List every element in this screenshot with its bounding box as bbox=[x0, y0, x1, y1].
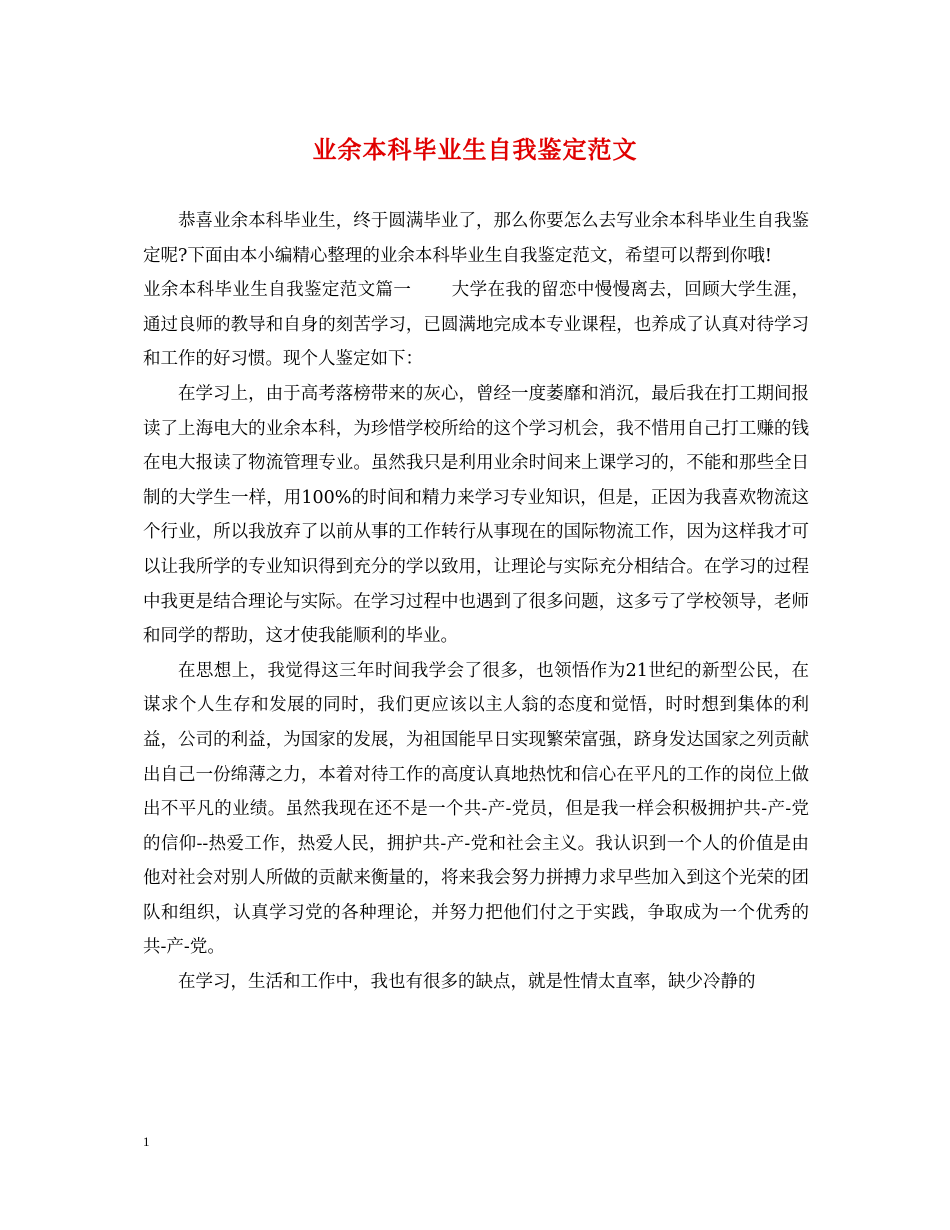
section-first-text: 大学在我的留恋中慢慢离去，回顾大学生涯，通过良师的教导和自身的刻苦学习，已圆满地完成本专业课程，也养成了认真对待学习和工作的好习惯。现个人鉴定如下： bbox=[143, 280, 810, 370]
page-number: 1 bbox=[143, 1134, 150, 1149]
document-title: 业余本科毕业生自我鉴定范文 bbox=[312, 135, 638, 164]
intro-paragraph: 恭喜业余本科毕业生，终于圆满毕业了，那么你要怎么去写业余本科毕业生自我鉴定呢?下面由本小编精心整理的业余本科毕业生自我鉴定范文，希望可以帮到你哦! bbox=[143, 211, 809, 266]
shortcoming-paragraph: 在学习，生活和工作中，我也有很多的缺点，就是性情太直率，缺少冷静的 bbox=[178, 972, 756, 993]
document-body bbox=[143, 204, 809, 1000]
section-paragraph bbox=[143, 273, 809, 377]
thought-paragraph: 在思想上，我觉得这三年时间我学会了很多，也领悟作为21世纪的新型公民，在谋求个人生存和发展的同时，我们更应该以主人翁的态度和觉悟，时时想到集体的利益，公司的利益，为国家的发展，为祖国能早日实现繁荣富强，跻身发达国家之列贡献出自己一份绵薄之力，本着对待工作的高度认真地热忱和信心在平凡的工作的岗位上做出不平凡的业绩。虽然我现在还不是一个共-产-党员，但是我一样会积极拥护共-产-党的信仰--热爱工作，热爱人民，拥护共-产-党和社会主义。我认识到一个人的价值是由他对社会对别人所做的贡献来衡量的，将来我会努力拼搏力求早些加入到这个光荣的团队和组织，认真学习党的各种理论，并努力把他们付之于实践，争取成为一个优秀的共-产-党。 bbox=[143, 660, 809, 958]
study-paragraph: 在学习上，由于高考落榜带来的灰心，曾经一度萎靡和消沉，最后我在打工期间报读了上海电大的业余本科，为珍惜学校所给的这个学习机会，我不惜用自己打工赚的钱在电大报读了物流管理专业。虽然我只是利用业余时间来上课学习的，不能和那些全日制的大学生一样，用100%的时间和精力来学习专业知识，但是，正因为我喜欢物流这个行业，所以我放弃了以前从事的工作转行从事现在的国际物流工作，因为这样我才可以让我所学的专业知识得到充分的学以致用，让理论与实际充分相结合。在学习的过程中我更是结合理论与实际。在学习过程中也遇到了很多问题，这多亏了学校领导，老师和同学的帮助，这才使我能顺利的毕业。 bbox=[143, 383, 809, 647]
section-heading: 业余本科毕业生自我鉴定范文篇一 bbox=[143, 280, 412, 301]
